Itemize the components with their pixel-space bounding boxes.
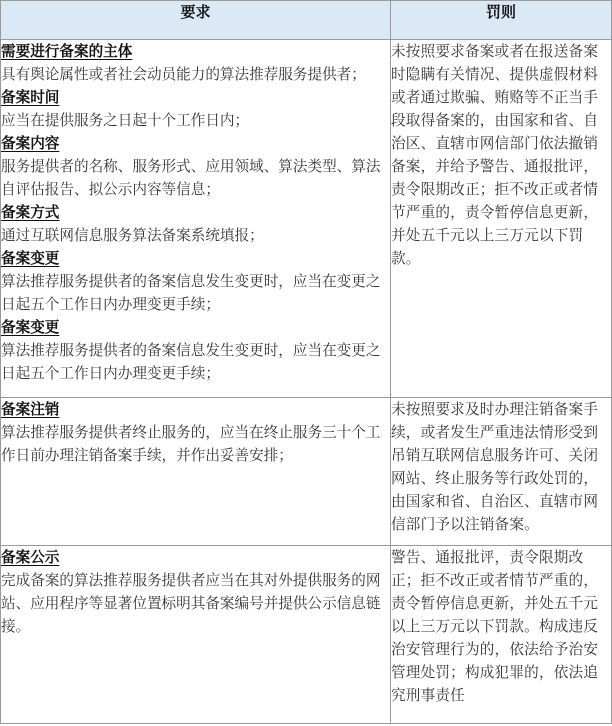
requirement-desc: 通过互联网信息服务算法备案系统填报；: [1, 227, 264, 244]
header-row: [1, 1, 612, 40]
table-row: [1, 40, 612, 398]
requirement-desc: 完成备案的算法推荐服务提供者应当在其对外提供服务的网站、应用程序等显著位置标明其备案编号并提供公示信息链接。: [1, 572, 381, 635]
table-row: [1, 398, 612, 546]
requirement-title: 需要进行备案的主体: [1, 43, 133, 60]
requirement-cell: [1, 398, 391, 546]
penalty-cell: 警告、通报批评，责令限期改正；拒不改正或者情节严重的，责令暂停信息更新，并处五千元以上三万元以下罚款。构成违反治安管理行为的，依法给予治安管理处罚；构成犯罪的，依法追究刑事责任: [391, 546, 612, 724]
requirement-title: 备案内容: [1, 135, 60, 152]
header-requirement: 要求: [1, 1, 391, 40]
requirement-item: [1, 201, 390, 247]
penalty-cell: 未按照要求备案或者在报送备案时隐瞒有关情况、提供虚假材料或者通过欺骗、贿赂等不正当手段取得备案的，由国家和省、自治区、直辖市网信部门依法撤销备案，并给予警告、通报批评，责令限期改正；拒不改正或者情节严重的，责令暂停信息更新，并处五千元以上三万元以下罚款。: [391, 40, 612, 398]
requirement-item: [1, 86, 390, 132]
requirement-item: [1, 398, 390, 467]
table-row: [1, 546, 612, 724]
requirement-desc: 算法推荐服务提供者的备案信息发生变更时，应当在变更之日起五个工作日内办理变更手续；: [1, 342, 381, 382]
requirement-desc: 应当在提供服务之日起十个工作日内；: [1, 112, 250, 129]
requirement-title: 备案注销: [1, 401, 60, 418]
requirement-item: [1, 546, 390, 638]
requirement-title: 备案方式: [1, 204, 60, 221]
requirement-desc: 服务提供者的名称、服务形式、应用领域、算法类型、算法自评估报告、拟公示内容等信息；: [1, 158, 381, 198]
requirement-item: [1, 132, 390, 201]
requirement-title: 备案时间: [1, 89, 60, 106]
requirement-desc: 具有舆论属性或者社会动员能力的算法推荐服务提供者；: [1, 66, 366, 83]
requirement-item: [1, 40, 390, 86]
header-penalty: 罚则: [391, 1, 612, 40]
requirement-title: 备案变更: [1, 250, 60, 267]
requirement-item: [1, 247, 390, 316]
requirement-cell: [1, 546, 391, 724]
penalty-cell: 未按照要求及时办理注销备案手续，或者发生严重违法情形受到吊销互联网信息服务许可、关闭网站、终止服务等行政处罚的，由国家和省、自治区、直辖市网信部门予以注销备案。: [391, 398, 612, 546]
requirement-desc: 算法推荐服务提供者的备案信息发生变更时，应当在变更之日起五个工作日内办理变更手续；: [1, 273, 381, 313]
requirement-desc: 算法推荐服务提供者终止服务的，应当在终止服务三十个工作日前办理注销备案手续，并作出妥善安排；: [1, 424, 381, 464]
requirement-title: 备案变更: [1, 319, 60, 336]
requirement-title: 备案公示: [1, 549, 60, 566]
requirement-item: [1, 316, 390, 385]
requirement-cell: [1, 40, 391, 398]
